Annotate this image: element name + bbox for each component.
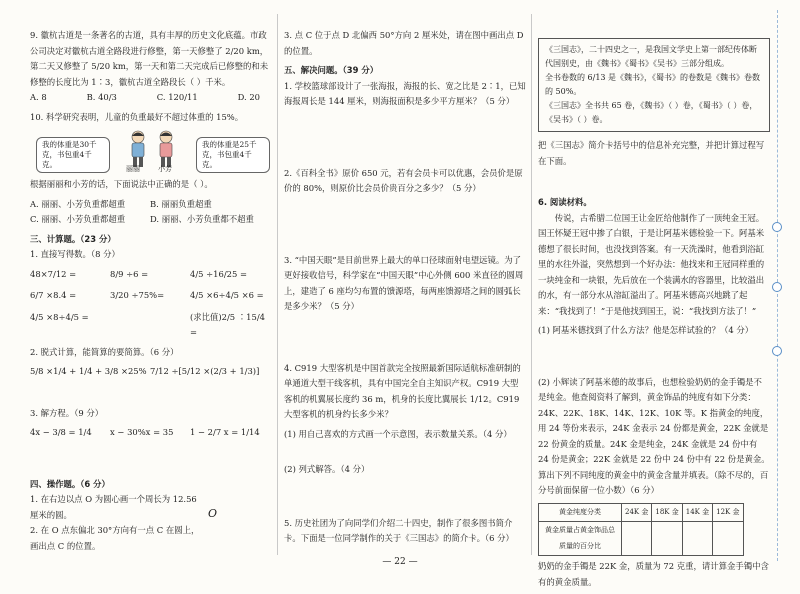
option-d[interactable]: D. 丽丽、小芳负重都不超重 (150, 214, 254, 224)
option-a[interactable]: A. 8 (30, 92, 47, 102)
reading-question-1: (1) 阿基米德找到了什么方法？他是怎样试验的？（4 分） (538, 325, 754, 335)
expr: 3/20 ÷75%= (110, 290, 165, 300)
op-3: 3. 点 C 位于点 D 北偏西 50°方向 2 厘米处，请在图中画出点 D 的位置。 (284, 30, 524, 56)
expr: (求比值)2/5 ∶15/4 = (190, 311, 265, 337)
bracelet-question: 奶奶的金手镯是 22K 金，质量为 72 克重，请计算金手镯中含有的黄金质量。 (538, 561, 769, 587)
section-4-title: 四、操作题。（6 分） (30, 478, 110, 489)
subsection-direct: 1. 直接写得数。（8 分） (30, 249, 120, 259)
op-2: 2. 在 O 点东偏北 30°方向有一点 C 在圆上，画出点 C 的位置。 (30, 525, 200, 551)
expr: 4/5 ×6÷4/5 ×6 = (190, 290, 264, 300)
expr: 8/9 ÷6 = (110, 268, 149, 279)
op-1: 1. 在右边以点 O 为圆心画一个周长为 12.56 厘米的圆。 (30, 494, 197, 520)
point-o-label: O (208, 507, 218, 520)
column-divider (531, 14, 532, 555)
reading-question-2: (2) 小辉读了阿基米德的故事后，也想检验奶奶的金手镯是不是纯金。他查阅资料了解到，黄金饰品的纯度有如下分类：24K、22K、18K、14K、12K、10K 等。K 指黄金的纯度，用 24 等份来表示，24K 金表示 24 份都是黄金，22K 金就是 22 份黄金的质量。24K 金是纯金，24K 金就是 24 份中有 24 份是黄金；22K 金就是 22 份中 24 份中有 22 份是黄金。算出下列不同纯度的黄金中的黄金含量并填表。（除不尽的，百分号前面保留一位小数）（6 分） (538, 376, 770, 495)
card-instructions: 把《三国志》简介卡括号中的信息补充完整，并把计算过程写在下面。 (538, 140, 765, 166)
question-9: 9. 徽杭古道是一条著名的古道，具有丰厚的历史文化底蕴。市政公司决定对徽杭古道全路段进行修整，第一天修整了 2/20 km，第二天又修整了 5/20 km，第一天和第二天完成后已修整的和未修整的长度比为 1∶3，徽杭古道全路段长（ ）千米。 A. 8 B. 40/3 C. 120/11 D. 20 (30, 28, 270, 106)
table-header: 黄金纯度分类 (539, 503, 622, 522)
expr: 48×7/12 = (30, 268, 77, 279)
section-3-title: 三、计算题。（23 分） (30, 233, 116, 244)
table-row-label: 黄金质量占黄金饰品总质量的百分比 (539, 522, 622, 556)
table-header: 12K 金 (713, 503, 743, 522)
problem-4: 4. C919 大型客机是中国首款完全按照最新国际适航标准研制的单通道大型干线客机，具有中国完全自主知识产权。C919 大型客机的机翼展长度约 36 m，机身的长度比翼展长 1/12。C919 大型客机的机身约长多少米？ (284, 362, 521, 419)
question-10: 10. 科学研究表明，儿童的负重最好不超过体重的 15%。 我的体重是30千克，书包重4千克。 丽丽 小芳 我的体重是25千克，书包重4千克。 根据丽丽和小芳的话，下面说法中正确的是（ ）。 A. 丽丽、小芳负重都超重 B. 丽丽负重超重 C. 丽丽、小芳负重都超重 D. 丽丽、小芳负重都不超重 (30, 110, 270, 228)
answer-cell[interactable] (622, 522, 652, 556)
answer-cell[interactable] (682, 522, 712, 556)
calc-expr: 5/8 ×1/4 + 1/4 + 3/8 ×25% (30, 366, 147, 376)
op-block (30, 492, 270, 554)
calc-items (30, 364, 270, 380)
equation: x − 30%x = 35 (110, 427, 174, 437)
gold-purity-table (538, 503, 744, 557)
speech-bubble-right: 我的体重是25千克，书包重4千克。 (196, 137, 270, 173)
right-column (538, 36, 770, 594)
option-c[interactable]: C. 丽丽、小芳负重都超重 (30, 214, 126, 224)
option-b[interactable]: B. 丽丽负重超重 (150, 198, 212, 209)
problem-3: 3. “中国天眼”是目前世界上最大的单口径球面射电望远镜。为了更好接收信号，科学家在“中国天眼”中心外侧 600 米直径的圆周上，建造了 6 座均匀布置的馈源塔，每两座馈源塔之间的圆弧长是多少米？（5 分） (284, 254, 524, 311)
archimedes-story: 传说，古希腊二位国王让金匠给他制作了一顶纯金王冠。国王怀疑王冠中掺了白银，于是让阿基米德检验一下。阿基米德想了很长时间，也没找到答案。有一天洗澡时，他看到浴缸里的水往外溢，突然想到一个好办法：他找来和王冠同样重的一块纯金和一块银，先后放在一个装满水的容器里，比较溢出的水，有一部分水从溶缸溢出了。阿基米德高兴地跳了起来：“我找到了！”于是他找到国王，说：“我找到方法了！” (538, 212, 765, 316)
table-header: 18K 金 (652, 503, 682, 522)
binding-hole (772, 346, 782, 356)
middle-column (284, 28, 526, 551)
option-a[interactable]: A. 丽丽、小芳负重都超重 (30, 198, 126, 209)
problem-1: 1. 学校篮球部设计了一张海报，海报的长、宽之比是 2∶1，已知海报周长是 144 厘米，则海报面积是多少平方厘米？（5 分） (284, 80, 526, 106)
calc-expr: 7/12 ÷[5/12 ×(2/3 + 1/3)] (150, 366, 260, 376)
expr: 6/7 ×8.4 = (30, 290, 77, 300)
page-number: — 22 — (382, 557, 418, 567)
subsection-calc: 2. 脱式计算，能简算的要简算。（6 分） (30, 346, 179, 357)
equation: 1 − 2/7 x = 1/14 (190, 427, 260, 437)
problem-4-part-2: (2) 列式解答。（4 分） (284, 464, 370, 474)
speech-bubble-left: 我的体重是30千克，书包重4千克。 (36, 137, 110, 173)
answer-cell[interactable] (713, 522, 743, 556)
option-d[interactable]: D. 20 (237, 92, 260, 102)
table-header: 14K 金 (682, 503, 712, 522)
option-c[interactable]: C. 120/11 (156, 92, 198, 102)
q10-illustration (36, 129, 270, 173)
name-lili: 丽丽 (126, 164, 140, 173)
direct-answers (30, 267, 270, 341)
problem-2: 2.《百科全书》原价 650 元，若有会员卡可以优惠，会员价是原价的 80%，则原价比会员价贵百分之多少？（5 分） (284, 167, 523, 193)
option-b[interactable]: B. 40/3 (86, 92, 117, 102)
problem-4-part-1: (1) 用自己喜欢的方式画一个示意图，表示数量关系。（4 分） (284, 428, 512, 439)
equation: 4x − 3/8 = 1/4 (30, 427, 92, 437)
answer-cell[interactable] (652, 522, 682, 556)
sanguozhi-card: 《三国志》，二十四史之一，是我国文学史上第一部纪传体断代国别史，由《魏书》《蜀书》《吴书》三部分组成。 全书卷数的 6/13 是《魏书》，《蜀书》的卷数是《魏书》卷数的 50%。 《三国志》全书共 65 卷，《魏书》（ ）卷，《蜀书》（ ）卷，《吴书》（ ）卷。 (538, 38, 770, 132)
problem-5: 5. 历史社团为了向同学们介绍二十四史，制作了很多图书简介卡。下面是一位同学制作的关于《三国志》的简介卡。（6 分） (284, 517, 514, 543)
equations (30, 425, 270, 441)
expr: 4/5 ÷16/25 = (190, 268, 247, 279)
reading-title: 6. 阅读材料。 (538, 197, 592, 207)
name-xiaofang: 小芳 (158, 164, 172, 173)
expr: 4/5 ×8÷4/5 = (30, 311, 89, 322)
section-5-title: 五、解决问题。（39 分） (284, 65, 379, 75)
binding-hole (772, 222, 782, 232)
children-illustration (118, 129, 188, 173)
binding-hole (772, 282, 782, 292)
q9-options (30, 90, 270, 106)
subsection-equations: 3. 解方程。（9 分） (30, 407, 104, 418)
table-header: 24K 金 (622, 503, 652, 522)
column-divider (277, 14, 278, 555)
q10-options (30, 197, 270, 228)
left-column (30, 28, 270, 554)
